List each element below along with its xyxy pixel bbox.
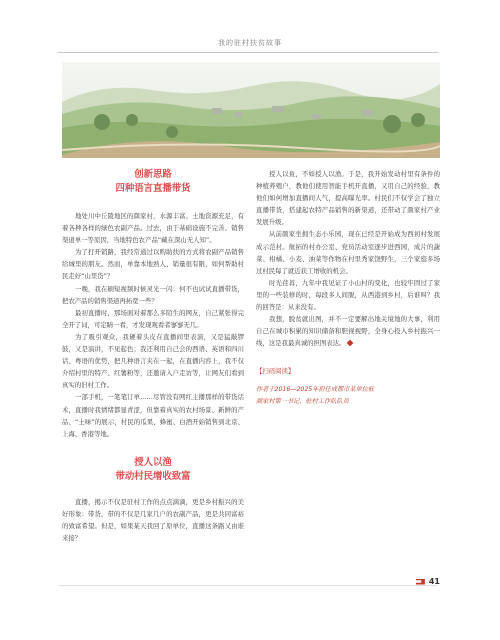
heading-2-line-2: 带动村民增收致富 (115, 470, 191, 482)
heading-2-line-1: 授人以渔 (134, 456, 172, 468)
caption-line-2: 颜家村第一书记、驻村工作队队员 (256, 397, 349, 405)
page-header: 我的驻村扶贫故事 (218, 39, 282, 47)
paragraph-text: 我想，脱贫就出图，并不一定要解出地关境地的大事，利用自己在城市积累的知识储备和胆视视野，全身心投入乡村振兴一线，这是我最真诚的担图表达。 (256, 315, 440, 348)
paragraph: 一部手机，一笔笔订单……尽管没有网红主播那样的带货话术，直播时我情绪都显青涩，但靠着真实的农村场景、新鲜的产品、“土味”的展示，村民的瓜果、蜂蜜、白酒开始销售到北京、上海、香港等地。 (62, 393, 244, 438)
page-number (416, 577, 440, 586)
paragraph: 最初直播时，那场面对着那么多陌生的网友，自己紧张得完全开了词，可定睛一看，才发现观看者寥寥无几。 (62, 308, 244, 329)
caption-label: 【扫码阅读】 (256, 367, 295, 376)
section-heading-2 (62, 456, 244, 484)
end-mark-icon (347, 340, 354, 347)
heading-1-line-1: 创新思路 (134, 169, 172, 180)
paragraph: 直播，揭示不仅是驻村工作的点点滴滴，更是乡村振兴的美好形象：带货，带的不仅是几家几户的农副产品，更是共同富裕的致富希望。但是，如果某天我回了原单位，直播这条路又由谁来接？ (62, 497, 244, 543)
landscape-illustration (62, 62, 440, 158)
paragraph: 为了吸引观众，我硬着头皮在直播间里表演，又是猛敲锣鼓，又是演讲，不见起色；我还利用自己会的西语、英语和四川话、粤语的优势，把几种语言夹在一起，在直播内容上，我不仅介绍村里的特产、红薯粉等，还邀请入户走访等，让网友们看到真实的旧村工作。 (62, 332, 244, 390)
paragraph: 为了打开销路，我经常通过以购助扶的方式将农副产品销售给城里的朋友。然而，单靠本地熟人、销量很有限，如何帮助村民走好“山里货”？ (62, 248, 244, 281)
paragraph (256, 313, 440, 349)
paragraph: 授人以鱼，不如授人以渔。于是，我开始发动村里有条件的种植养殖户，教他们使用智能手机开直播，又用自己的经验，教他们如何增加直播间人气，提高曝光率。村民们不仅学会了独立直播带货，搭建起农特产品销售的新渠道，还带动了颜家村产业发展升级。 (256, 170, 440, 227)
heading-1-line-2: 四种语言直播带货 (115, 183, 191, 194)
page-mark-icon (416, 579, 425, 585)
paragraph: 时光荏苒，九年中我见证了小山村的变化，也较牢固过了家里的一些装修的时，每段多人间脱，从西港到乡村，后谁叫？我的回答是：从来没有。 (256, 278, 440, 312)
caption-line-1: 作者于2016—2025年担任成都市某单位驻 (256, 385, 375, 393)
right-column (256, 168, 440, 408)
page-number-text: 41 (428, 577, 440, 586)
footer-rule (58, 585, 438, 586)
paragraph: 一晚，我在刷短视频时候灵光一闪：何不也试试直播带货，把农产品的销售渠道再拓宽一些？ (62, 284, 244, 305)
left-column (62, 162, 244, 544)
header-rule (58, 52, 438, 53)
landscape-photo (62, 62, 440, 158)
paragraph: 地处川中丘陵地区的颜家村，水源丰富、土地资源充足，有着各种各样的绿色农副产品。过去，由于基础设施不完善、销售渠道单一等原因，当地特色农产品“藏在深山无人知”。 (62, 212, 244, 245)
paragraph: 从前颜家坐拥生态小乐园，现在已经是开始成为西初村发展成示范村。航拓的村办公室、党员活动室逐步进西园，成片的蔬菜、柑橘、小麦、油菜等作物在村里秀家饶野生，三个家庭多场过村民每了就近获工增收的机会。 (256, 230, 440, 275)
caption-text (256, 384, 440, 408)
section-heading-1 (62, 168, 244, 196)
